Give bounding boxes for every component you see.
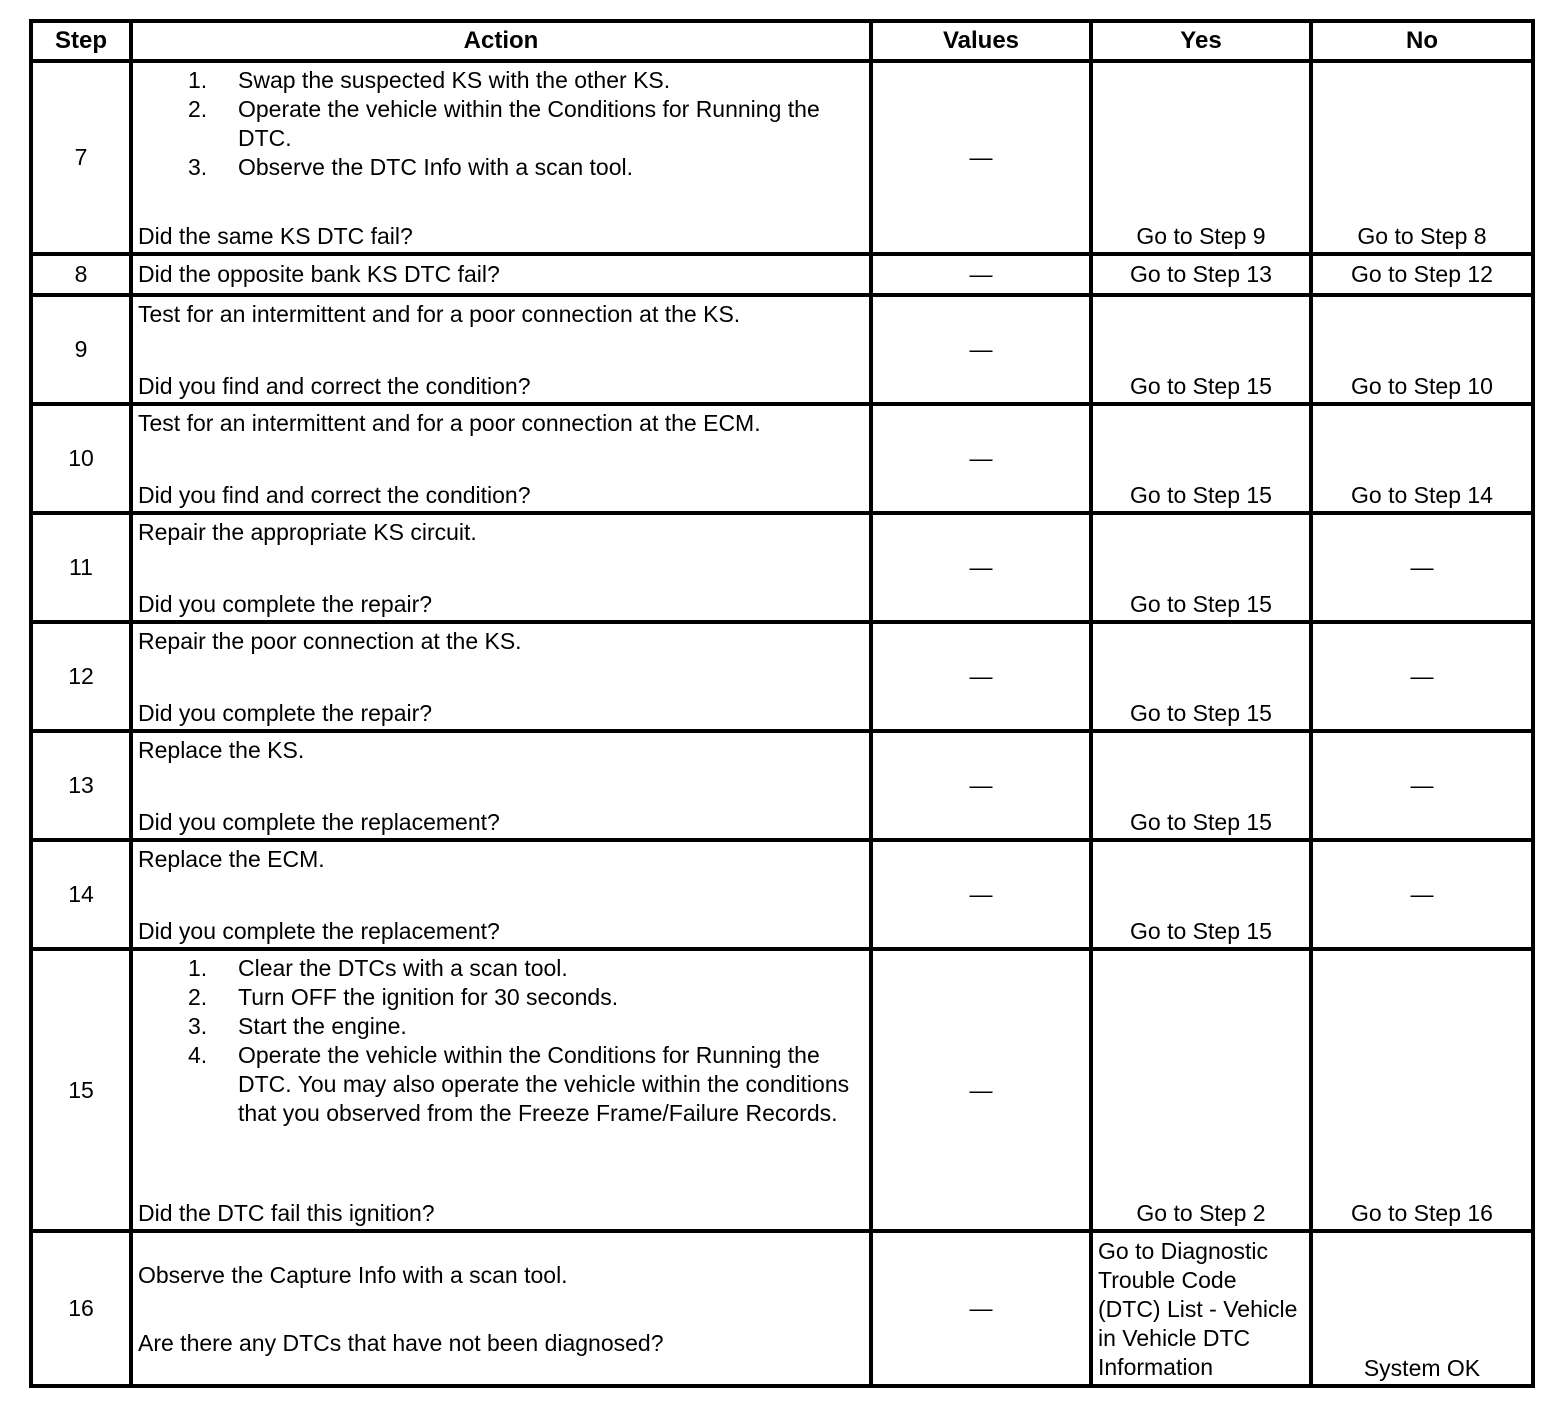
action-question: Did the same KS DTC fail? [138,223,413,249]
list-item: 4. Operate the vehicle within the Conditions for Running the DTC. You may also operate the vehicle within the conditions that you observed from the Freeze Frame/Failure Records. [188,1042,850,1126]
action-question: Did the DTC fail this ignition? [138,1200,435,1226]
no-link: Go to Step 16 [1351,1200,1493,1226]
no-cell: Go to Step 12 [1311,254,1533,295]
action-instruction: Test for an intermittent and for a poor connection at the KS. [138,301,741,327]
list-item: 3. Observe the DTC Info with a scan tool. [188,154,634,180]
step-number: 12 [31,622,131,731]
table-row [31,731,1533,840]
no-cell [1311,61,1533,254]
action-question: Did you complete the replacement? [138,918,500,944]
no-cell [1311,404,1533,513]
no-cell [1311,949,1533,1231]
action-list [138,954,865,1128]
no-link: Go to Step 8 [1357,223,1487,249]
step-number: 11 [31,513,131,622]
action-list [138,66,865,182]
values-cell: — [871,622,1091,731]
values-cell: — [871,1231,1091,1386]
values-cell: — [871,404,1091,513]
header-values: Values [871,21,1091,61]
step-number: 7 [31,61,131,254]
step-number: 15 [31,949,131,1231]
table-row [31,295,1533,404]
yes-link: Go to Step 15 [1130,918,1272,944]
action-question: Are there any DTCs that have not been diagnosed? [138,1330,664,1356]
action-cell [131,949,871,1231]
header-row [31,21,1533,61]
action-cell [131,254,871,295]
step-number: 13 [31,731,131,840]
no-cell [1311,295,1533,404]
yes-cell [1091,949,1311,1231]
action-question: Did you find and correct the condition? [138,373,531,399]
list-item: 2. Turn OFF the ignition for 30 seconds. [188,984,619,1010]
table-row [31,404,1533,513]
header-step: Step [31,21,131,61]
action-cell [131,1231,871,1386]
action-instruction: Replace the KS. [138,737,305,763]
table-row [31,61,1533,254]
values-cell: — [871,254,1091,295]
step-number: 10 [31,404,131,513]
values-cell: — [871,949,1091,1231]
yes-link: Go to Step 9 [1136,223,1266,249]
yes-link: Go to Diagnostic Trouble Code (DTC) List - Vehicle in Vehicle DTC Information [1098,1238,1298,1380]
yes-cell: Go to Step 13 [1091,254,1311,295]
no-link: System OK [1363,1355,1481,1381]
action-cell [131,622,871,731]
table-row [31,622,1533,731]
values-cell: — [871,840,1091,949]
step-number: 8 [31,254,131,295]
table-row [31,1231,1533,1386]
table-row [31,254,1533,295]
yes-cell [1091,61,1311,254]
yes-cell [1091,404,1311,513]
no-cell: — [1311,513,1533,622]
action-question: Did you complete the repair? [138,591,433,617]
table-row [31,949,1533,1231]
action-instruction: Repair the poor connection at the KS. [138,628,522,654]
action-question: Did you find and correct the condition? [138,482,531,508]
action-question: Did you complete the replacement? [138,809,500,835]
step-number: 14 [31,840,131,949]
action-cell [131,295,871,404]
yes-link: Go to Step 15 [1130,700,1272,726]
yes-cell [1091,731,1311,840]
action-cell [131,840,871,949]
action-instruction: Replace the ECM. [138,846,325,872]
yes-cell [1091,622,1311,731]
yes-cell [1091,513,1311,622]
yes-cell [1091,295,1311,404]
header-no: No [1311,21,1533,61]
action-question: Did you complete the repair? [138,700,433,726]
action-cell [131,404,871,513]
yes-link: Go to Step 2 [1136,1200,1266,1226]
header-action: Action [131,21,871,61]
action-instruction: Test for an intermittent and for a poor connection at the ECM. [138,410,761,436]
yes-cell [1091,1231,1311,1386]
yes-link: Go to Step 15 [1130,809,1272,835]
action-instruction: Observe the Capture Info with a scan tool. [138,1262,568,1288]
step-number: 16 [31,1231,131,1386]
action-cell [131,513,871,622]
list-item: 1. Swap the suspected KS with the other KS. [188,67,671,93]
values-cell: — [871,295,1091,404]
no-link: Go to Step 10 [1351,373,1493,399]
no-cell: — [1311,731,1533,840]
yes-cell [1091,840,1311,949]
list-item: 1. Clear the DTCs with a scan tool. [188,955,568,981]
values-cell: — [871,731,1091,840]
list-item: 2. Operate the vehicle within the Conditions for Running the DTC. [188,96,820,151]
list-item: 3. Start the engine. [188,1013,407,1039]
no-cell: — [1311,622,1533,731]
action-cell [131,731,871,840]
yes-link: Go to Step 15 [1130,482,1272,508]
diagnostic-table [29,19,1535,1388]
no-link: Go to Step 14 [1351,482,1493,508]
action-cell [131,61,871,254]
action-question: Did the opposite bank KS DTC fail? [138,261,500,287]
action-instruction: Repair the appropriate KS circuit. [138,519,477,545]
yes-link: Go to Step 15 [1130,373,1272,399]
table-row [31,513,1533,622]
header-yes: Yes [1091,21,1311,61]
values-cell: — [871,513,1091,622]
no-cell: — [1311,840,1533,949]
no-cell [1311,1231,1533,1386]
table-row [31,840,1533,949]
step-number: 9 [31,295,131,404]
yes-link: Go to Step 15 [1130,591,1272,617]
values-cell: — [871,61,1091,254]
